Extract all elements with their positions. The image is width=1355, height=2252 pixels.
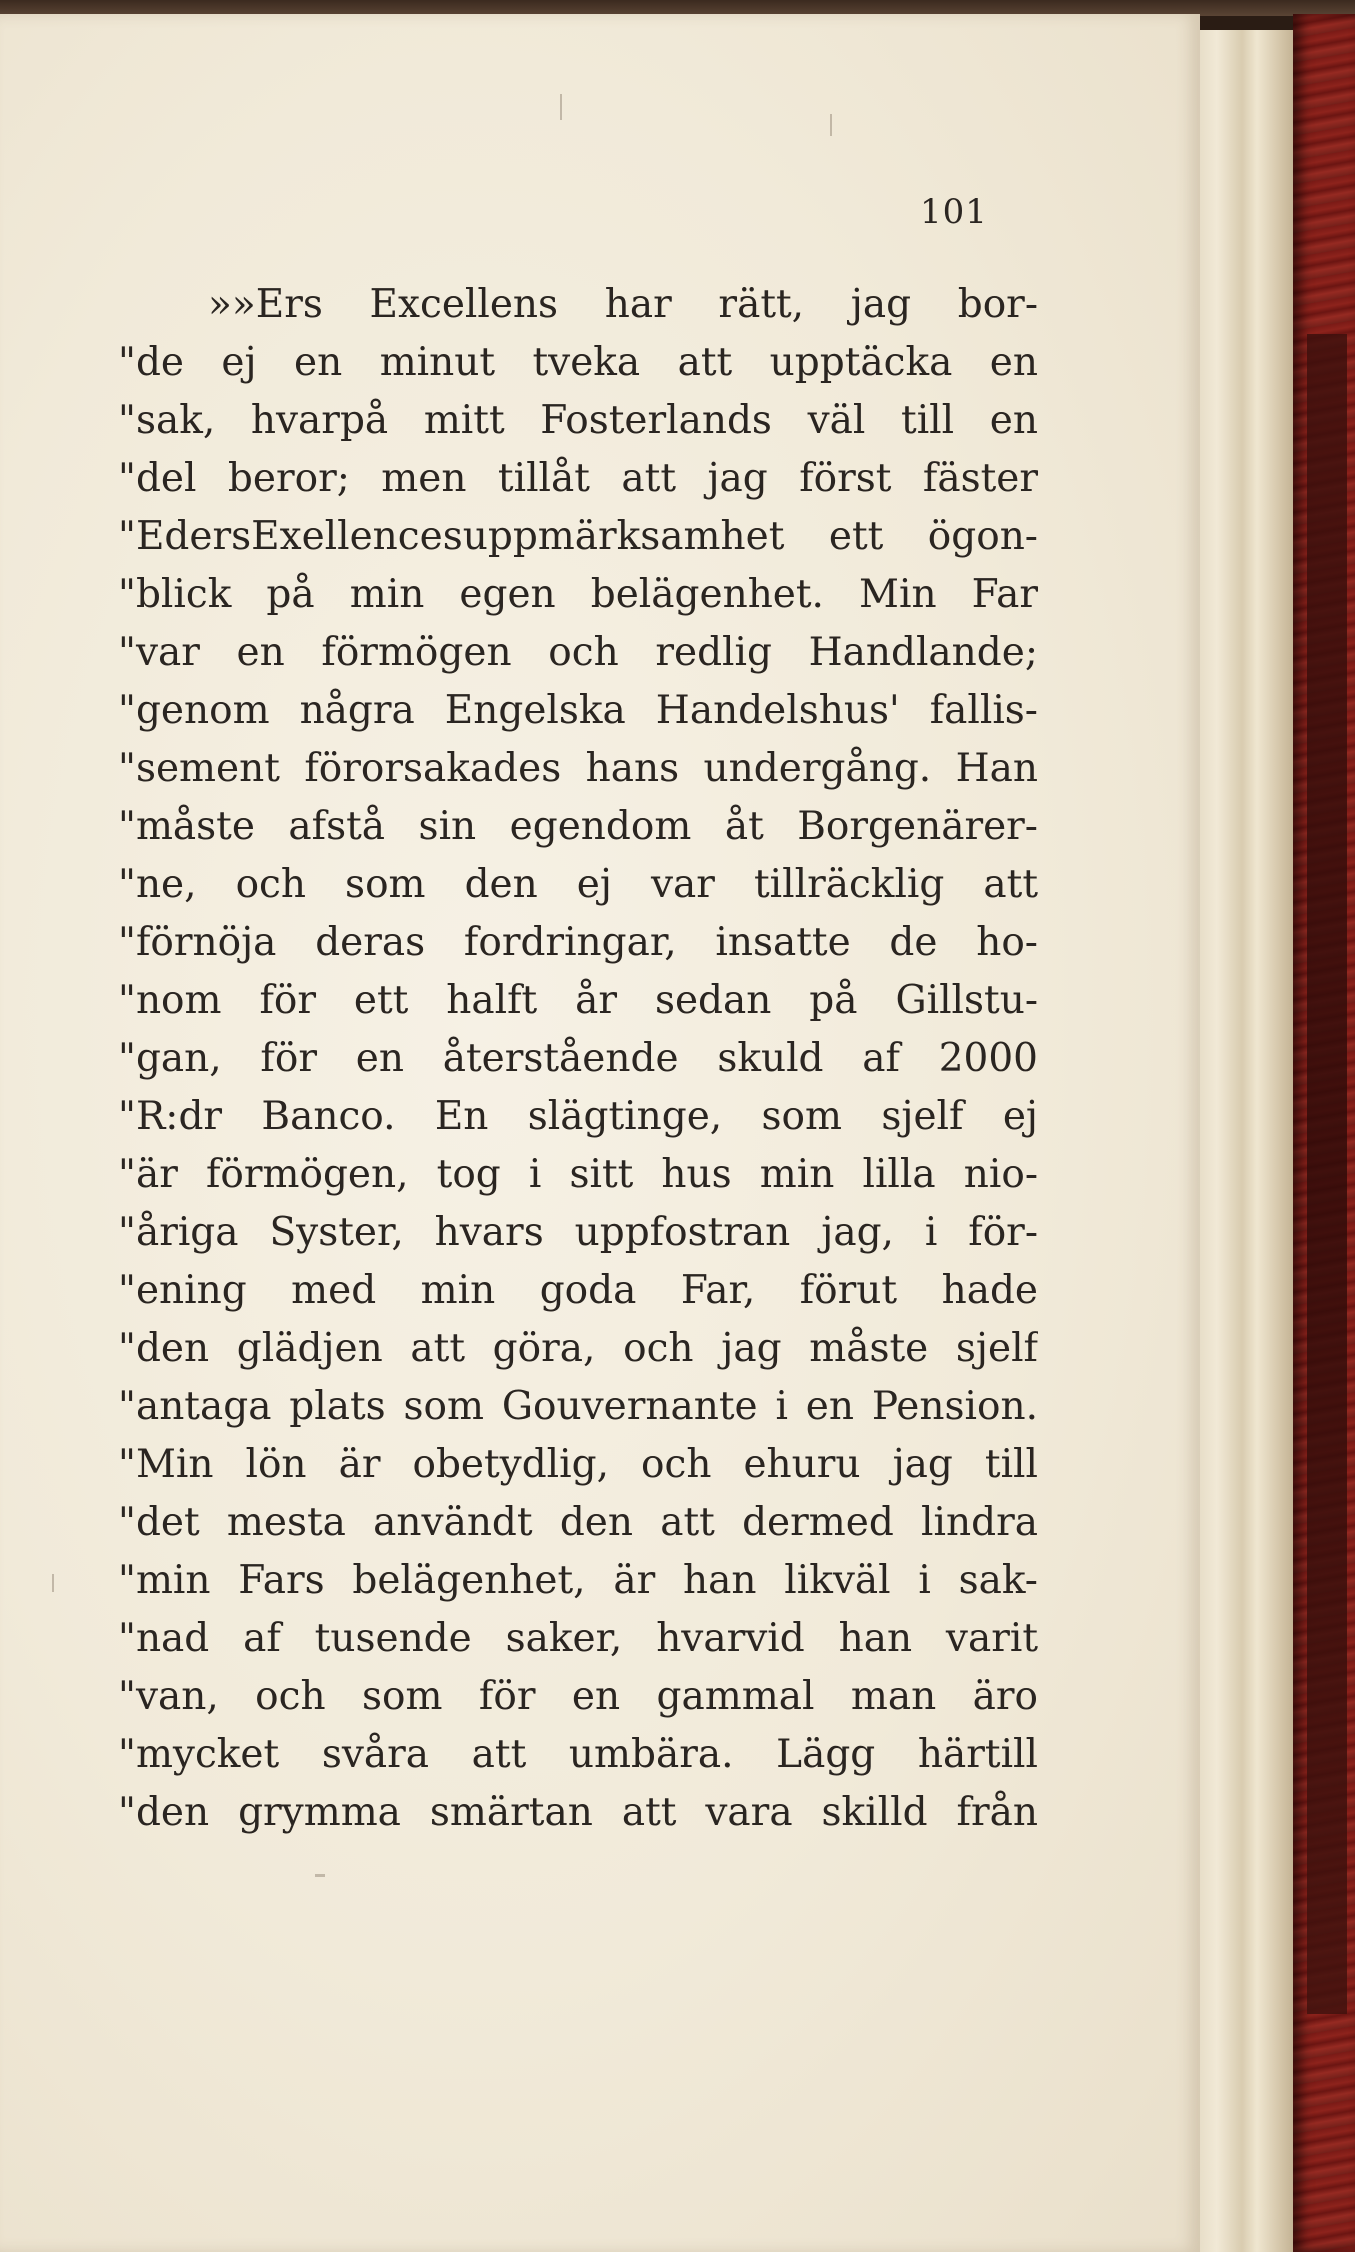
text-line: "den glädjen att göra, och jag måste sjelf [118, 1326, 1038, 1371]
text-line: "nad af tusende saker, hvarvid han varit [118, 1616, 1038, 1661]
text-line: »»Ers Excellens har rätt, jag bor- [208, 282, 1038, 327]
text-line: "min Fars belägenhet, är han likväl i sak- [118, 1558, 1038, 1603]
paper-speck [830, 114, 832, 136]
cover-shadow [1307, 334, 1347, 2014]
text-line: "antaga plats som Gouvernante i en Pension. [118, 1384, 1038, 1429]
text-line: "förnöja deras fordringar, insatte de ho- [118, 920, 1038, 965]
page-edges [1195, 30, 1297, 2252]
book-page [0, 14, 1200, 2252]
page-number: 101 [920, 192, 988, 232]
paper-speck [315, 1874, 325, 1877]
text-line: "det mesta användt den att dermed lindra [118, 1500, 1038, 1545]
text-line: "del beror; men tillåt att jag först fäster [118, 456, 1038, 501]
text-line: "gan, för en återstående skuld af 2000 [118, 1036, 1038, 1081]
text-line: "blick på min egen belägenhet. Min Far [118, 572, 1038, 617]
text-line: "ne, och som den ej var tillräcklig att [118, 862, 1038, 907]
text-line: "sak, hvarpå mitt Fosterlands väl till en [118, 398, 1038, 443]
text-line: "genom några Engelska Handelshus' fallis- [118, 688, 1038, 733]
text-line: "van, och som för en gammal man äro [118, 1674, 1038, 1719]
text-line: "är förmögen, tog i sitt hus min lilla nio- [118, 1152, 1038, 1197]
text-line: "Min lön är obetydlig, och ehuru jag till [118, 1442, 1038, 1487]
paper-speck [560, 94, 562, 120]
text-line: "åriga Syster, hvars uppfostran jag, i för- [118, 1210, 1038, 1255]
text-line: "sement förorsakades hans undergång. Han [118, 746, 1038, 791]
text-line: "den grymma smärtan att vara skilld från [118, 1790, 1038, 1835]
text-line: "mycket svåra att umbära. Lägg härtill [118, 1732, 1038, 1777]
text-line: "nom för ett halft år sedan på Gillstu- [118, 978, 1038, 1023]
text-line: "de ej en minut tveka att upptäcka en [118, 340, 1038, 385]
book-cover [1293, 14, 1355, 2252]
text-line: "R:dr Banco. En slägtinge, som sjelf ej [118, 1094, 1038, 1139]
paper-speck [52, 1574, 54, 1592]
text-line: "måste afstå sin egendom åt Borgenärer- [118, 804, 1038, 849]
text-line: "ening med min goda Far, förut hade [118, 1268, 1038, 1313]
text-line: "var en förmögen och redlig Handlande; [118, 630, 1038, 675]
text-line: "EdersExellencesuppmärksamhet ett ögon- [118, 514, 1038, 559]
body-text [118, 276, 1038, 1842]
